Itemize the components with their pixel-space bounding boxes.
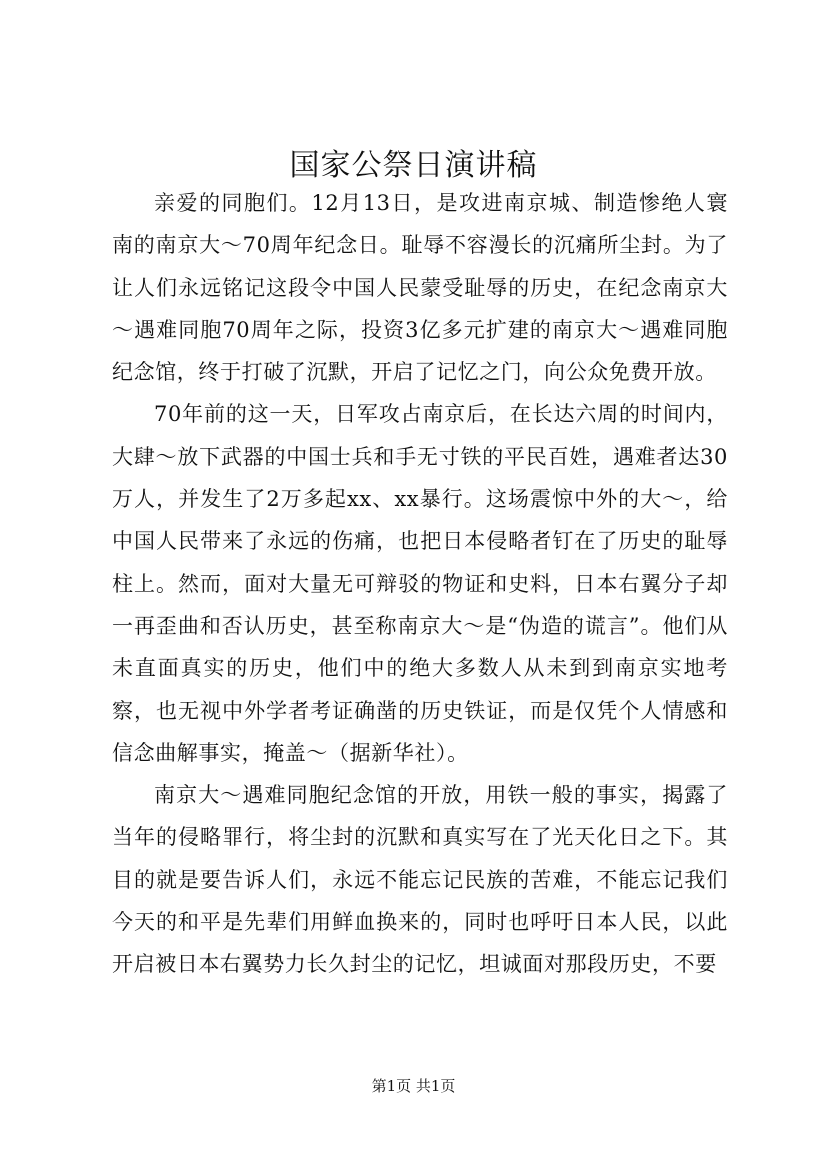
paragraph-2: 70年前的这一天，日军攻占南京后，在长达六周的时间内，大肆～放下武器的中国士兵和手无寸铁的平民百姓，遇难者达30万人，并发生了2万多起xx、xx暴行。这场震惊中外的大～，给中国人民带来了永远的伤痛，也把日本侵略者钉在了历史的耻辱柱上。然而，面对大量无可辩驳的物证和史料，日本右翼分子却一再歪曲和否认历史，甚至称南京大～是“伪造的谎言”。他们从未直面真实的历史，他们中的绝大多数人从未到到南京实地考察，也无视中外学者考证确凿的历史铁证，而是仅凭个人情感和信念曲解事实，掩盖～（据新华社）。 <box>112 402 728 765</box>
document-title: 国家公祭日演讲稿 <box>289 148 538 183</box>
paragraph-3: 南京大～遇难同胞纪念馆的开放，用铁一般的事实，揭露了当年的侵略罪行，将尘封的沉默和真实写在了光天化日之下。其目的就是要告诉人们，永远不能忘记民族的苦难，不能忘记我们今天的和平是先辈们用鲜血换来的，同时也呼吁日本人民，以此开启被日本右翼势力长久封尘的记忆，坦诚面对那段历史，不要 <box>112 783 728 977</box>
page-footer: 第1页 共1页 <box>371 1077 456 1095</box>
document-body <box>112 182 728 986</box>
paragraph-1: 亲爱的同胞们。12月13日，是攻进南京城、制造惨绝人寰南的南京大～70周年纪念日。耻辱不容漫长的沉痛所尘封。为了让人们永远铭记这段令中国人民蒙受耻辱的历史，在纪念南京大～遇难同胞70周年之际，投资3亿多元扩建的南京大～遇难同胞纪念馆，终于打破了沉默，开启了记忆之门，向公众免费开放。 <box>112 191 728 385</box>
